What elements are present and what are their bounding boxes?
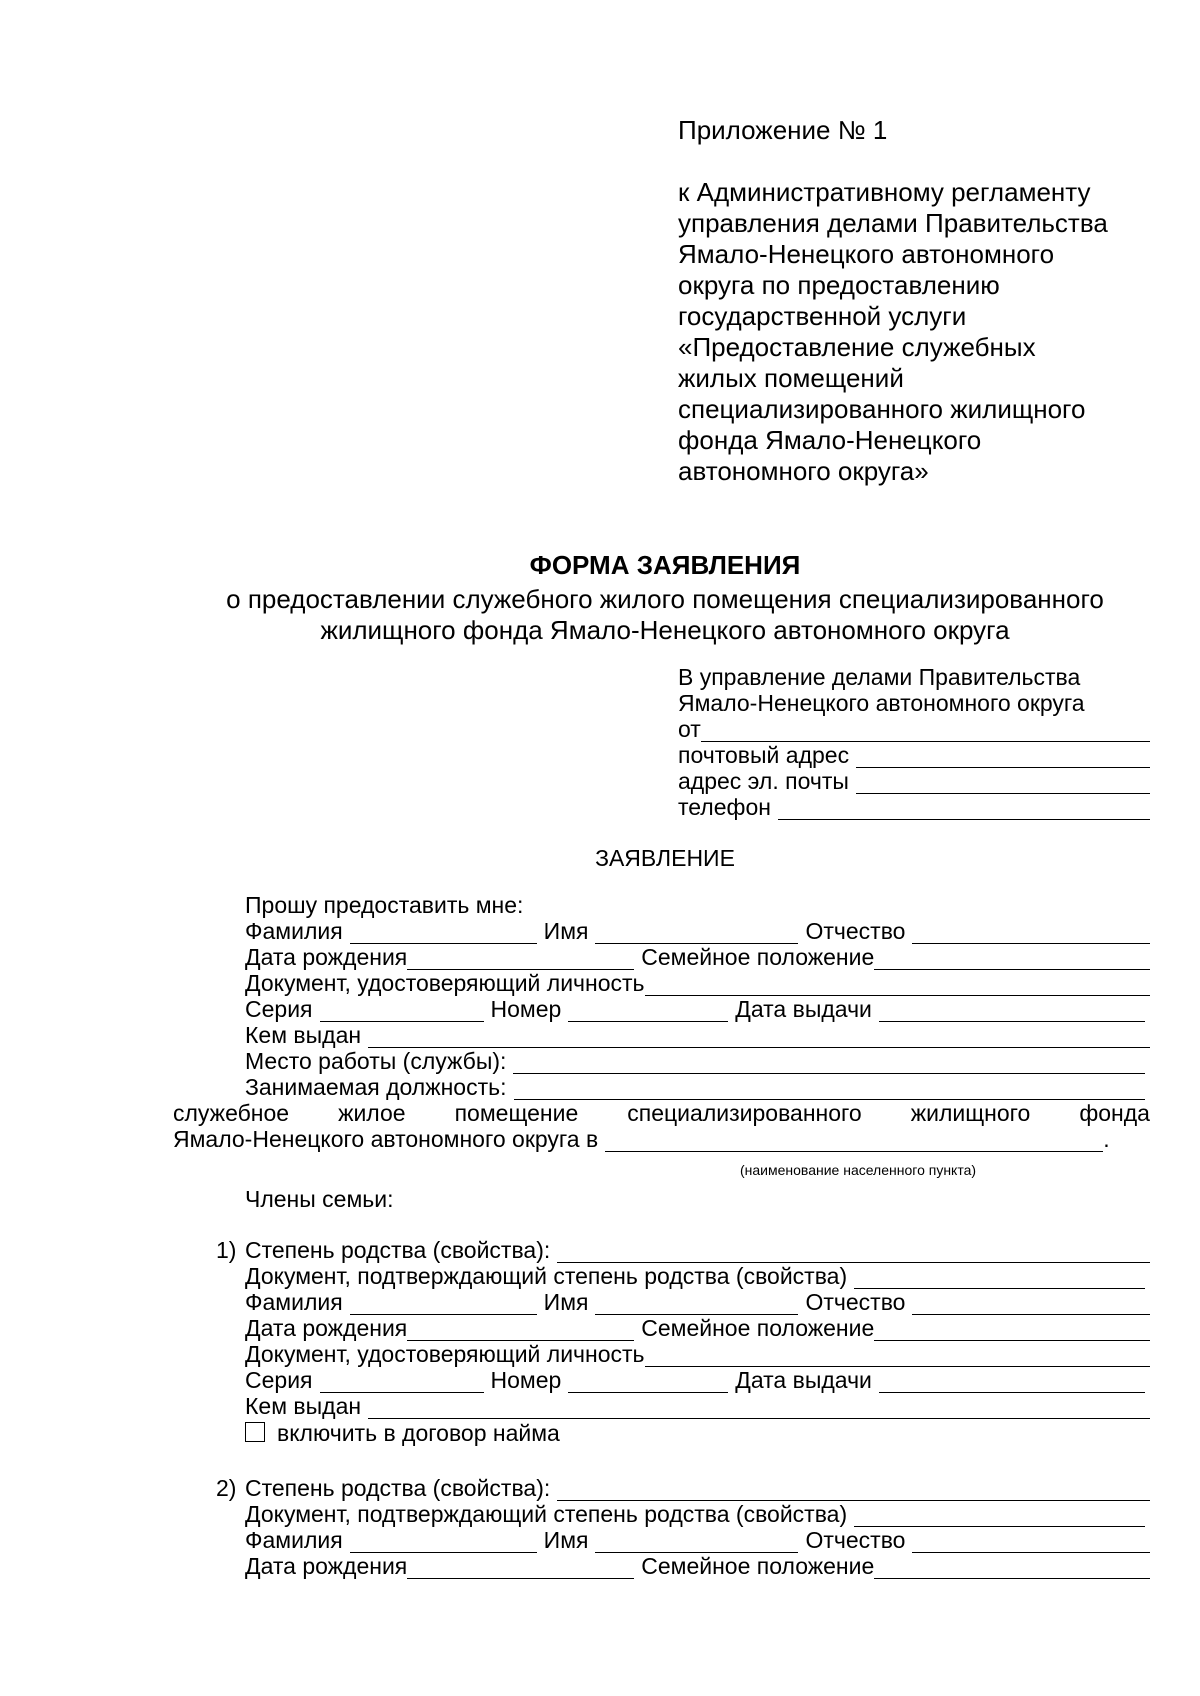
recipient-line: Ямало-Ненецкого автономного округа: [678, 690, 1085, 716]
form-subtitle-line: о предоставлении служебного жилого помещения специализированного: [226, 584, 1104, 614]
marital-status-blank[interactable]: [874, 1560, 1150, 1579]
from-field[interactable]: [678, 716, 1150, 742]
issued-by-row: [245, 1022, 1150, 1048]
locality-label: Ямало-Ненецкого автономного округа в: [173, 1126, 599, 1152]
patronymic-label: Отчество: [805, 918, 906, 944]
birth-date-blank[interactable]: [407, 1322, 634, 1341]
regulation-line: Ямало-Ненецкого автономного: [678, 239, 1055, 269]
id-document-label: Документ, удостоверяющий личность: [245, 970, 645, 996]
birth-marital-row: [245, 944, 1150, 970]
housing-word: служебное: [173, 1100, 290, 1126]
from-blank[interactable]: [701, 723, 1150, 742]
patronymic-blank[interactable]: [912, 1534, 1150, 1553]
include-checkbox[interactable]: [245, 1422, 265, 1442]
form-title: ФОРМА ЗАЯВЛЕНИЯ: [529, 550, 801, 580]
issued-by-blank[interactable]: [368, 1400, 1150, 1419]
housing-word: жилищного: [910, 1100, 1031, 1126]
regulation-line: специализированного жилищного: [678, 394, 1086, 424]
series-number-row: [245, 1367, 1150, 1393]
regulation-line: «Предоставление служебных: [678, 332, 1036, 362]
email-field[interactable]: [678, 768, 1150, 794]
relation-doc-label: Документ, подтверждающий степень родства (свойства): [245, 1263, 848, 1289]
issue-date-blank[interactable]: [879, 1374, 1145, 1393]
name-blank[interactable]: [595, 925, 798, 944]
birth-marital-row: [245, 1315, 1150, 1341]
email-label: адрес эл. почты: [678, 768, 849, 794]
relation-doc-blank[interactable]: [854, 1508, 1145, 1527]
series-number-row: [245, 996, 1150, 1022]
name-blank[interactable]: [595, 1534, 798, 1553]
patronymic-label: Отчество: [805, 1289, 906, 1315]
name-label: Имя: [543, 1527, 589, 1553]
patronymic-blank[interactable]: [912, 1296, 1150, 1315]
recipient-line: В управление делами Правительства: [678, 664, 1081, 690]
number-label: Номер: [490, 996, 562, 1022]
regulation-reference: [678, 177, 1178, 487]
family-title: Члены семьи:: [245, 1186, 394, 1212]
relation-row: [216, 1475, 1150, 1501]
issued-by-label: Кем выдан: [245, 1022, 362, 1048]
issued-by-label: Кем выдан: [245, 1393, 362, 1419]
issued-by-row: [245, 1393, 1150, 1419]
regulation-line: к Административному регламенту: [678, 177, 1091, 207]
member-number: 1): [216, 1237, 237, 1263]
locality-row: [173, 1126, 1150, 1152]
issue-date-blank[interactable]: [879, 1003, 1145, 1022]
birth-date-blank[interactable]: [407, 1560, 634, 1579]
workplace-blank[interactable]: [513, 1055, 1145, 1074]
name-blank[interactable]: [595, 1296, 798, 1315]
marital-status-blank[interactable]: [874, 951, 1150, 970]
surname-label: Фамилия: [245, 918, 343, 944]
email-blank[interactable]: [856, 775, 1150, 794]
locality-blank[interactable]: [605, 1133, 1103, 1152]
workplace-label: Место работы (службы):: [245, 1048, 507, 1074]
relation-blank[interactable]: [557, 1482, 1150, 1501]
regulation-line: жилых помещений: [678, 363, 904, 393]
number-blank[interactable]: [568, 1003, 728, 1022]
postal-address-label: почтовый адрес: [678, 742, 850, 768]
patronymic-label: Отчество: [805, 1527, 906, 1553]
regulation-line: фонда Ямало-Ненецкого: [678, 425, 982, 455]
series-blank[interactable]: [320, 1003, 484, 1022]
phone-label: телефон: [678, 794, 771, 820]
id-document-row: [245, 970, 1150, 996]
relation-doc-label: Документ, подтверждающий степень родства (свойства): [245, 1501, 848, 1527]
position-label: Занимаемая должность:: [245, 1074, 507, 1100]
regulation-line: управления делами Правительства: [678, 208, 1108, 238]
full-name-row: [245, 1527, 1150, 1553]
id-document-label: Документ, удостоверяющий личность: [245, 1341, 645, 1367]
request-text: Прошу предоставить мне:: [245, 892, 524, 918]
series-label: Серия: [245, 996, 313, 1022]
phone-blank[interactable]: [778, 801, 1150, 820]
birth-date-label: Дата рождения: [245, 1315, 408, 1341]
form-subtitle: [170, 584, 1160, 646]
birth-marital-row: [245, 1553, 1150, 1579]
regulation-line: округа по предоставлению: [678, 270, 1000, 300]
full-name-row: [245, 1289, 1150, 1315]
regulation-line: автономного округа»: [678, 456, 929, 486]
id-document-blank[interactable]: [645, 1348, 1150, 1367]
marital-status-label: Семейное положение: [641, 944, 875, 970]
housing-word: фонда: [1079, 1100, 1150, 1126]
birth-date-label: Дата рождения: [245, 944, 408, 970]
member-number: 2): [216, 1475, 237, 1501]
number-label: Номер: [490, 1367, 562, 1393]
marital-status-blank[interactable]: [874, 1322, 1150, 1341]
series-blank[interactable]: [320, 1374, 484, 1393]
housing-word: специализированного: [627, 1100, 862, 1126]
name-label: Имя: [543, 918, 589, 944]
birth-date-label: Дата рождения: [245, 1553, 408, 1579]
surname-blank[interactable]: [350, 1296, 537, 1315]
housing-word: жилое: [338, 1100, 406, 1126]
postal-address-field[interactable]: [678, 742, 1150, 768]
birth-date-blank[interactable]: [407, 951, 634, 970]
period: .: [1103, 1126, 1110, 1152]
surname-blank[interactable]: [350, 1534, 537, 1553]
include-label: включить в договор найма: [277, 1420, 560, 1446]
appendix-number: Приложение № 1: [678, 115, 888, 145]
relation-doc-blank[interactable]: [854, 1270, 1145, 1289]
include-in-contract-row[interactable]: [245, 1420, 1150, 1446]
relation-label: Степень родства (свойства):: [245, 1237, 551, 1263]
housing-word: помещение: [454, 1100, 579, 1126]
statement-title: ЗАЯВЛЕНИЕ: [595, 845, 735, 871]
id-document-row: [245, 1341, 1150, 1367]
surname-label: Фамилия: [245, 1527, 343, 1553]
phone-field[interactable]: [678, 794, 1150, 820]
issue-date-label: Дата выдачи: [735, 996, 872, 1022]
series-label: Серия: [245, 1367, 313, 1393]
surname-label: Фамилия: [245, 1289, 343, 1315]
relation-doc-row: [245, 1263, 1150, 1289]
id-document-blank[interactable]: [645, 977, 1150, 996]
marital-status-label: Семейное положение: [641, 1553, 875, 1579]
full-name-row: [245, 918, 1150, 944]
locality-caption: (наименование населенного пункта): [740, 1162, 977, 1178]
relation-doc-row: [245, 1501, 1150, 1527]
marital-status-label: Семейное положение: [641, 1315, 875, 1341]
position-row: [245, 1074, 1150, 1100]
workplace-row: [245, 1048, 1150, 1074]
position-blank[interactable]: [514, 1081, 1146, 1100]
regulation-line: государственной услуги: [678, 301, 967, 331]
relation-row: [216, 1237, 1150, 1263]
surname-blank[interactable]: [350, 925, 537, 944]
relation-blank[interactable]: [557, 1244, 1150, 1263]
relation-label: Степень родства (свойства):: [245, 1475, 551, 1501]
housing-line: [173, 1100, 1150, 1126]
postal-address-blank[interactable]: [856, 749, 1150, 768]
patronymic-blank[interactable]: [912, 925, 1150, 944]
issue-date-label: Дата выдачи: [735, 1367, 872, 1393]
form-subtitle-line: жилищного фонда Ямало-Ненецкого автономного округа: [320, 615, 1010, 645]
number-blank[interactable]: [568, 1374, 728, 1393]
from-label: от: [678, 716, 701, 742]
issued-by-blank[interactable]: [368, 1029, 1150, 1048]
name-label: Имя: [543, 1289, 589, 1315]
